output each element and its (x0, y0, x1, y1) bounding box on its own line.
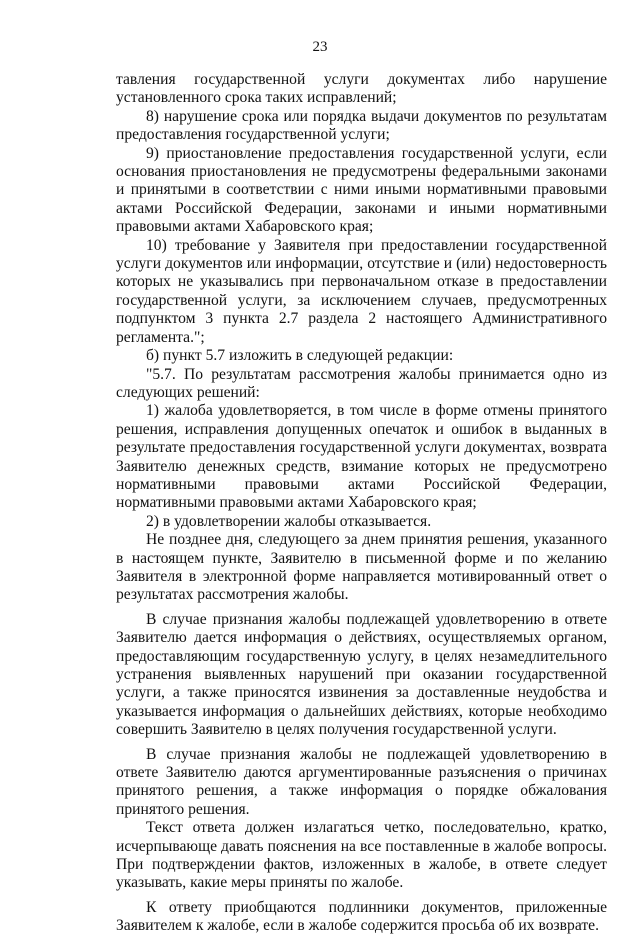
paragraph-response-text: Текст ответа должен излагаться четко, последовательно, кратко, исчерпывающе давать пояснения на все поставленные в жалобе вопросы. При подтверждении фактов, изложенных в жалобе, в ответе следует указывать, какие меры приняты по жалобе. (116, 819, 607, 892)
paragraph-complaint-rejected: В случае признания жалобы не подлежащей удовлетворению в ответе Заявителю даются аргументированные разъяснения о причинах принятого решения, а также информация о порядке обжалования принятого решения. (116, 745, 607, 818)
paragraph-complaint-satisfied: В случае признания жалобы подлежащей удовлетворению в ответе Заявителю дается информация о действиях, осуществляемых органом, предоставляющим государственную услугу, в целях незамедлительного устранения выявленных нарушений при оказании государственной услуги, а также приносятся извинения за доставленные неудобства и указывается информация о дальнейших действиях, которые необходимо совершить Заявителю в целях получения государственной услуги. (116, 610, 607, 739)
paragraph-response-deadline: Не позднее дня, следующего за днем принятия решения, указанного в настоящем пункте, Заявителю в письменной форме и по желанию Заявителя в электронной форме направляется мотивированный ответ о результатах рассмотрения жалобы. (116, 531, 607, 604)
page-number: 23 (312, 39, 328, 55)
paragraph-clause-5-7: "5.7. По результатам рассмотрения жалобы принимается одно из следующих решений: (116, 365, 607, 401)
paragraph-decision-1: 1) жалоба удовлетворяется, в том числе в форме отмены принятого решения, исправления допущенных опечаток и ошибок в выданных в результате предоставления государственной услуги документах, возврата Заявителю денежных средств, взимание которых не предусмотрено нормативными правовыми актами Российской Федерации, нормативными правовыми актами Хабаровского края; (116, 402, 607, 512)
paragraph-decision-2: 2) в удовлетворении жалобы отказывается. (146, 512, 432, 530)
paragraph-item-10: 10) требование у Заявителя при предоставлении государственной услуги документов или информации, отсутствие и (или) недостоверность которых не указывались при первоначальном отказе в предоставлении государственной услуги, за исключением случаев, предусмотренных подпунктом 3 пункта 2.7 раздела 2 настоящего Административного регламента."; (116, 236, 607, 346)
paragraph-subpoint-b: б) пункт 5.7 изложить в следующей редакции: (146, 347, 454, 365)
paragraph-item-9: 9) приостановление предоставления государственной услуги, если основания приостановления не предусмотрены федеральными законами и принятыми в соответствии с ними иными нормативными правовыми актами Российской Федерации, законами и иными нормативными правовыми актами Хабаровского края; (116, 144, 607, 236)
paragraph-continuation: тавления государственной услуги документах либо нарушение установленного срока таких исправлений; (116, 71, 607, 107)
document-body (116, 71, 607, 936)
paragraph-attachments: К ответу приобщаются подлинники документов, приложенные Заявителем к жалобе, если в жалобе содержится просьба об их возврате. (116, 898, 607, 935)
paragraph-item-8: 8) нарушение срока или порядка выдачи документов по результатам предоставления государственной услуги; (116, 107, 607, 144)
